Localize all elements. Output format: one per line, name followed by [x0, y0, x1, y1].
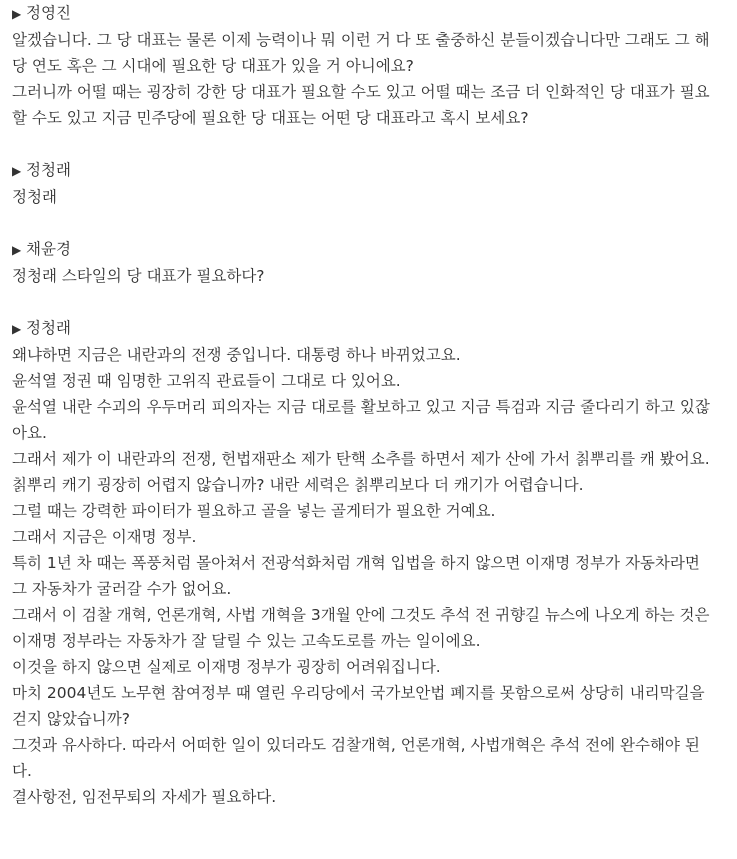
utterance-line: 결사항전, 임전무퇴의 자세가 필요하다. [12, 788, 277, 806]
speaker-heading [12, 157, 715, 184]
speaker-block [12, 315, 715, 810]
utterance-line: 그래서 지금은 이재명 정부. [12, 528, 197, 546]
speaker-name: 채윤경 [26, 240, 71, 258]
utterance-line: 윤석열 내란 수괴의 우두머리 피의자는 지금 대로를 활보하고 있고 지금 특검과 지금 줄다리기 하고 있잖아요. [12, 398, 710, 442]
speaker-block [12, 157, 715, 210]
utterance-line: 그래서 이 검찰 개혁, 언론개혁, 사법 개혁을 3개월 안에 그것도 추석 전 귀향길 뉴스에 나오게 하는 것은 이재명 정부라는 자동차가 잘 달릴 수 있는 고속도로를 까는 일이에요. [12, 606, 710, 650]
speaker-name: 정영진 [26, 4, 71, 22]
speaker-heading [12, 0, 715, 27]
utterance-line: 정청래 스타일의 당 대표가 필요하다? [12, 267, 265, 285]
speaker-heading [12, 236, 715, 263]
utterance-line: 특히 1년 차 때는 폭풍처럼 몰아쳐서 전광석화처럼 개혁 입법을 하지 않으면 이재명 정부가 자동차라면 그 자동차가 굴러갈 수가 없어요. [12, 554, 700, 598]
speaker-block [12, 0, 715, 131]
utterance-line: 윤석열 정권 때 임명한 고위직 관료들이 그대로 다 있어요. [12, 372, 401, 390]
speaker-block [12, 236, 715, 289]
play-marker-icon: ▶ [12, 322, 22, 336]
utterance-line: 왜냐하면 지금은 내란과의 전쟁 중입니다. 대통령 하나 바뀌었고요. [12, 346, 461, 364]
speaker-name: 정청래 [26, 161, 71, 179]
utterance-line: 그럴 때는 강력한 파이터가 필요하고 골을 넣는 골게터가 필요한 거예요. [12, 502, 496, 520]
utterance-line: 그것과 유사하다. 따라서 어떠한 일이 있더라도 검찰개혁, 언론개혁, 사법개혁은 추석 전에 완수해야 된다. [12, 736, 700, 780]
play-marker-icon: ▶ [12, 164, 22, 178]
play-marker-icon: ▶ [12, 7, 22, 21]
utterance-line: 이것을 하지 않으면 실제로 이재명 정부가 굉장히 어려워집니다. [12, 658, 441, 676]
utterance-line: 그러니까 어떨 때는 굉장히 강한 당 대표가 필요할 수도 있고 어떨 때는 조금 더 인화적인 당 대표가 필요할 수도 있고 지금 민주당에 필요한 당 대표는 어떤 당 대표라고 혹시 보세요? [12, 83, 710, 127]
speaker-heading [12, 315, 715, 342]
utterance-line: 마치 2004년도 노무현 참여정부 때 열린 우리당에서 국가보안법 폐지를 못함으로써 상당히 내리막길을 걷지 않았습니까? [12, 684, 705, 728]
utterance-line: 알겠습니다. 그 당 대표는 물론 이제 능력이나 뭐 이런 거 다 또 출중하신 분들이겠습니다만 그래도 그 해당 연도 혹은 그 시대에 필요한 당 대표가 있을 거 아니에요? [12, 31, 710, 75]
play-marker-icon: ▶ [12, 243, 22, 257]
utterance-line: 그래서 제가 이 내란과의 전쟁, 헌법재판소 제가 탄핵 소추를 하면서 제가 산에 가서 칡뿌리를 캐 봤어요. [12, 450, 710, 468]
speaker-name: 정청래 [26, 319, 71, 337]
utterance-line: 칡뿌리 캐기 굉장히 어렵지 않습니까? 내란 세력은 칡뿌리보다 더 캐기가 어렵습니다. [12, 476, 584, 494]
utterance-line: 정청래 [12, 188, 57, 206]
